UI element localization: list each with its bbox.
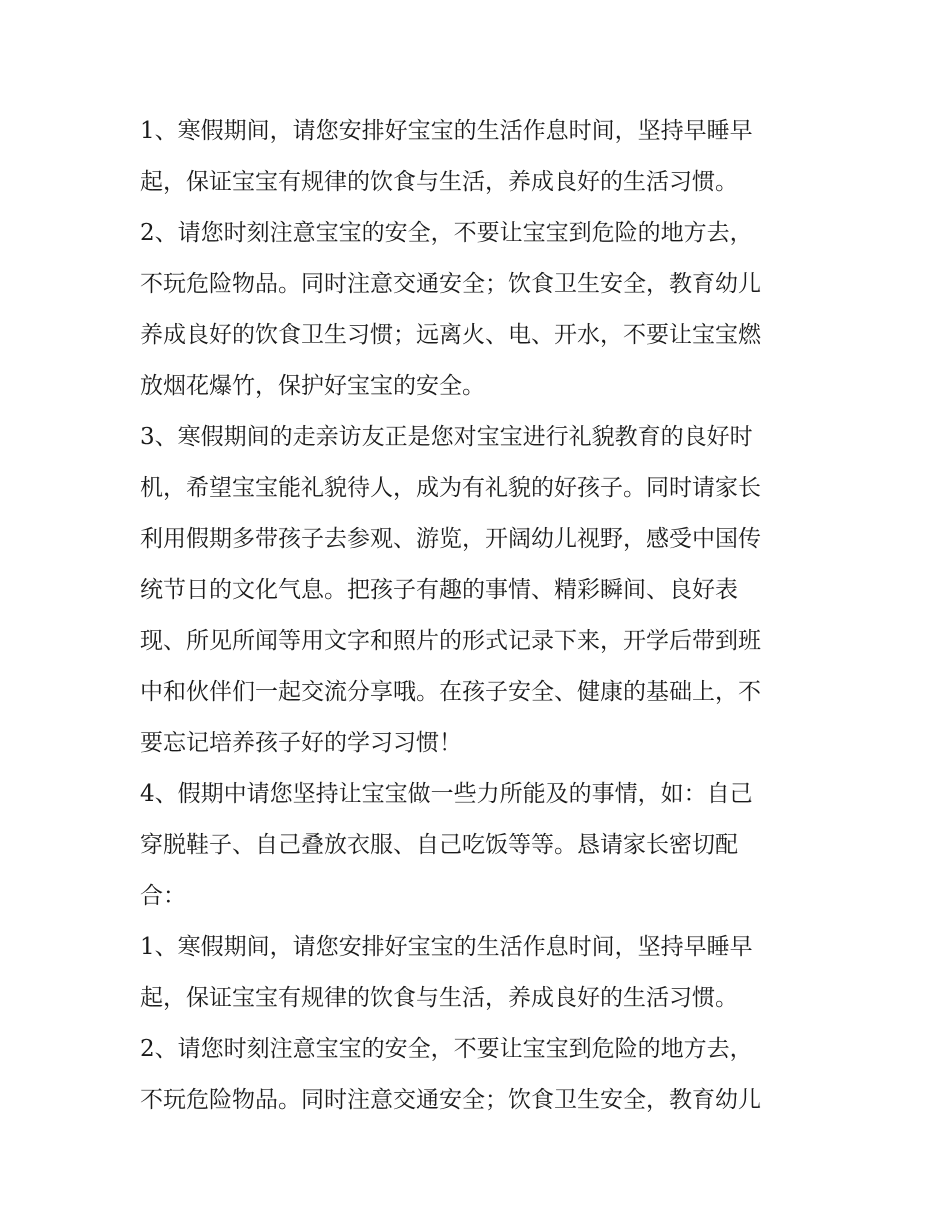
text-line-16: 合： xyxy=(140,883,186,909)
text-line-4: 不玩危险物品。同时注意交通安全；饮食卫生安全，教育幼儿 xyxy=(140,271,761,297)
document-body xyxy=(140,106,812,1126)
text-line-5: 养成良好的饮食卫生习惯；远离火、电、开水，不要让宝宝燃 xyxy=(140,322,761,348)
text-line-2: 起，保证宝宝有规律的饮食与生活，养成良好的生活习惯。 xyxy=(140,169,738,195)
text-line-1: 1、寒假期间，请您安排好宝宝的生活作息时间，坚持早睡早 xyxy=(140,118,753,144)
text-line-17: 1、寒假期间，请您安排好宝宝的生活作息时间，坚持早睡早 xyxy=(140,934,753,960)
text-line-19: 2、请您时刻注意宝宝的安全，不要让宝宝到危险的地方去， xyxy=(140,1036,753,1062)
text-line-9: 利用假期多带孩子去参观、游览，开阔幼儿视野，感受中国传 xyxy=(140,526,761,552)
text-line-14: 4、假期中请您坚持让宝宝做一些力所能及的事情，如：自己 xyxy=(140,781,753,807)
text-line-20: 不玩危险物品。同时注意交通安全；饮食卫生安全，教育幼儿 xyxy=(140,1087,761,1113)
text-line-7: 3、寒假期间的走亲访友正是您对宝宝进行礼貌教育的良好时 xyxy=(140,424,753,450)
text-line-15: 穿脱鞋子、自己叠放衣服、自己吃饭等等。恳请家长密切配 xyxy=(140,832,738,858)
text-line-6: 放烟花爆竹，保护好宝宝的安全。 xyxy=(140,373,485,399)
text-line-11: 现、所见所闻等用文字和照片的形式记录下来，开学后带到班 xyxy=(140,628,761,654)
text-line-12: 中和伙伴们一起交流分享哦。在孩子安全、健康的基础上，不 xyxy=(140,679,761,705)
text-line-3: 2、请您时刻注意宝宝的安全，不要让宝宝到危险的地方去， xyxy=(140,220,753,246)
text-line-13: 要忘记培养孩子好的学习习惯！ xyxy=(140,730,462,756)
text-line-18: 起，保证宝宝有规律的饮食与生活，养成良好的生活习惯。 xyxy=(140,985,738,1011)
text-line-10: 统节日的文化气息。把孩子有趣的事情、精彩瞬间、良好表 xyxy=(140,577,738,603)
text-line-8: 机，希望宝宝能礼貌待人，成为有礼貌的好孩子。同时请家长 xyxy=(140,475,761,501)
